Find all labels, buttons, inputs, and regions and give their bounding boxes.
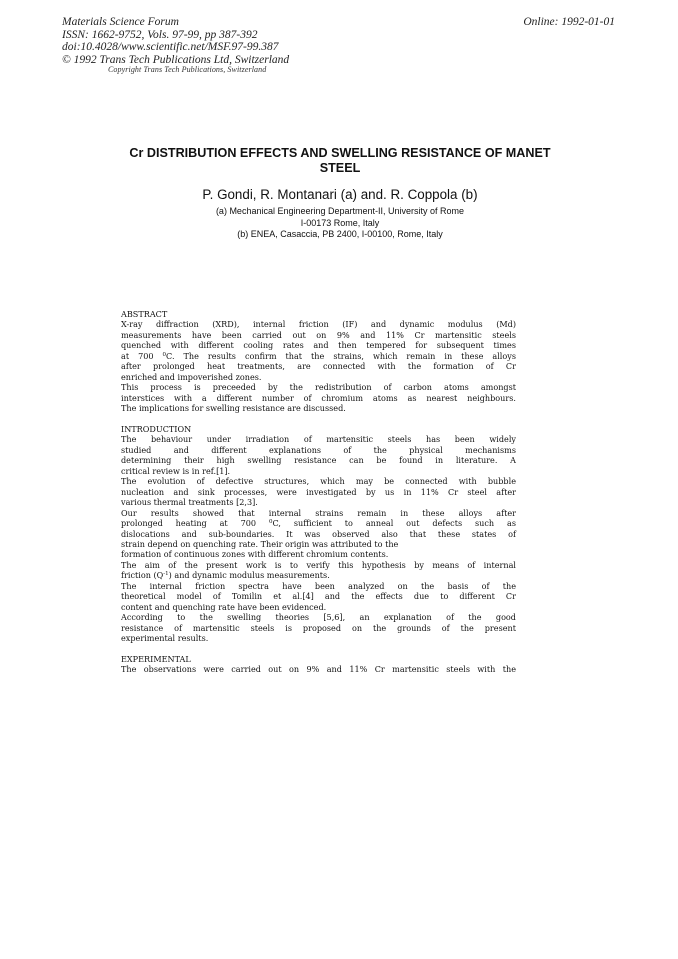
intro-line: nucleation and sink processes, were investigated by us in 11% Cr steel after: [121, 486, 516, 497]
text-span: C, sufficient to anneal out defects such as: [272, 518, 517, 529]
copyright-line: © 1992 Trans Tech Publications Ltd, Switzerland: [62, 53, 290, 66]
intro-line: dislocations and sub-boundaries. It was observed also that these states of: [121, 528, 516, 539]
title-line-2: STEEL: [319, 161, 361, 175]
text-span: prolonged heating at 700: [121, 518, 257, 529]
authors: P. Gondi, R. Montanari (a) and. R. Coppola (b): [202, 187, 478, 202]
affiliation-b: (b) ENEA, Casaccia, PB 2400, I-00100, Rome, Italy: [237, 229, 443, 239]
journal-name: Materials Science Forum: [62, 16, 179, 28]
abstract-line: X-ray diffraction (XRD), internal friction (IF) and dynamic modulus (Md): [121, 319, 516, 330]
affiliation-a-address: I-00173 Rome, Italy: [300, 217, 380, 228]
intro-line: [121, 518, 516, 528]
intro-line: studied and different explanations of the physical mechanisms: [121, 444, 516, 455]
affiliations: [90, 206, 590, 241]
publication-info: [62, 16, 289, 66]
intro-line: The aim of the present work is to verify this hypothesis by means of internal: [121, 559, 516, 570]
intro-line: The internal friction spectra have been analyzed on the basis of the: [121, 580, 516, 591]
abstract-section: [121, 309, 516, 414]
abstract-line: after prolonged heat treatments, are connected with the formation of Cr: [121, 361, 516, 372]
intro-line: The behaviour under irradiation of martensitic steels has been widely: [121, 434, 516, 445]
text-span: ) and dynamic modulus measurements.: [168, 570, 330, 581]
text-span: C. The results confirm that the strains, which remain in these alloys: [166, 350, 516, 361]
intro-line: experimental results.: [121, 633, 209, 644]
abstract-line: quenched with different cooling rates and then tempered for subsequent times: [121, 340, 516, 351]
superscript: -1: [163, 571, 169, 578]
intro-line: According to the swelling theories [5,6], an explanation of the good: [121, 612, 516, 623]
abstract-line: [121, 351, 516, 361]
print-copyright: Copyright Trans Tech Publications, Switzerland: [108, 65, 267, 74]
paper-title: [90, 146, 590, 176]
intro-line: Our results showed that internal strains remain in these alloys after: [121, 507, 516, 518]
intro-line: theoretical model of Tomilin et al.[4] and the effects due to different Cr: [121, 591, 516, 602]
superscript: 0: [162, 351, 167, 358]
intro-line: determining their high swelling resistance can be found in literature. A: [121, 455, 516, 466]
intro-line: [121, 570, 516, 580]
title-line-1: Cr DISTRIBUTION EFFECTS AND SWELLING RESISTANCE OF MANET: [129, 146, 551, 160]
introduction-heading: INTRODUCTION: [121, 423, 192, 434]
intro-line: strain depend on quenching rate. Their origin was attributed to the: [121, 538, 399, 549]
intro-line: The evolution of defective structures, which may be connected with bubble: [121, 476, 516, 487]
intro-line: formation of continuous zones with different chromium contents.: [121, 549, 389, 560]
abstract-line: This process is preceeded by the redistribution of carbon atoms amongst: [121, 382, 516, 393]
experimental-section: [121, 654, 516, 675]
issn-line: ISSN: 1662-9752, Vols. 97-99, pp 387-392: [62, 28, 258, 41]
intro-line: content and quenching rate have been evidenced.: [121, 601, 327, 612]
experimental-line: The observations were carried out on 9% and 11% Cr martensitic steels with the: [121, 664, 516, 675]
superscript: 0: [268, 519, 273, 526]
abstract-line: interstices with a different number of chromium atoms as nearest neighbours.: [121, 392, 516, 403]
paper-body: [121, 309, 516, 675]
intro-line: various thermal treatments [2,3].: [121, 497, 258, 508]
doi-line: doi:10.4028/www.scientific.net/MSF.97-99.387: [62, 41, 279, 53]
abstract-heading: ABSTRACT: [121, 309, 168, 319]
abstract-line: measurements have been carried out on 9% and 11% Cr martensitic steels: [121, 329, 516, 340]
online-date: Online: 1992-01-01: [523, 16, 615, 28]
intro-line: resistance of martensitic steels is proposed on the grounds of the present: [121, 622, 516, 633]
text-span: friction (Q: [121, 570, 164, 581]
intro-line: critical review is in ref.[1].: [121, 465, 231, 476]
experimental-heading: EXPERIMENTAL: [121, 653, 191, 664]
text-span: at 700: [121, 350, 154, 361]
abstract-line: The implications for swelling resistance are discussed.: [121, 403, 346, 414]
affiliation-a: (a) Mechanical Engineering Department-II, University of Rome: [215, 206, 465, 216]
introduction-section: [121, 424, 516, 644]
abstract-line: enriched and impoverished zones.: [121, 371, 262, 382]
